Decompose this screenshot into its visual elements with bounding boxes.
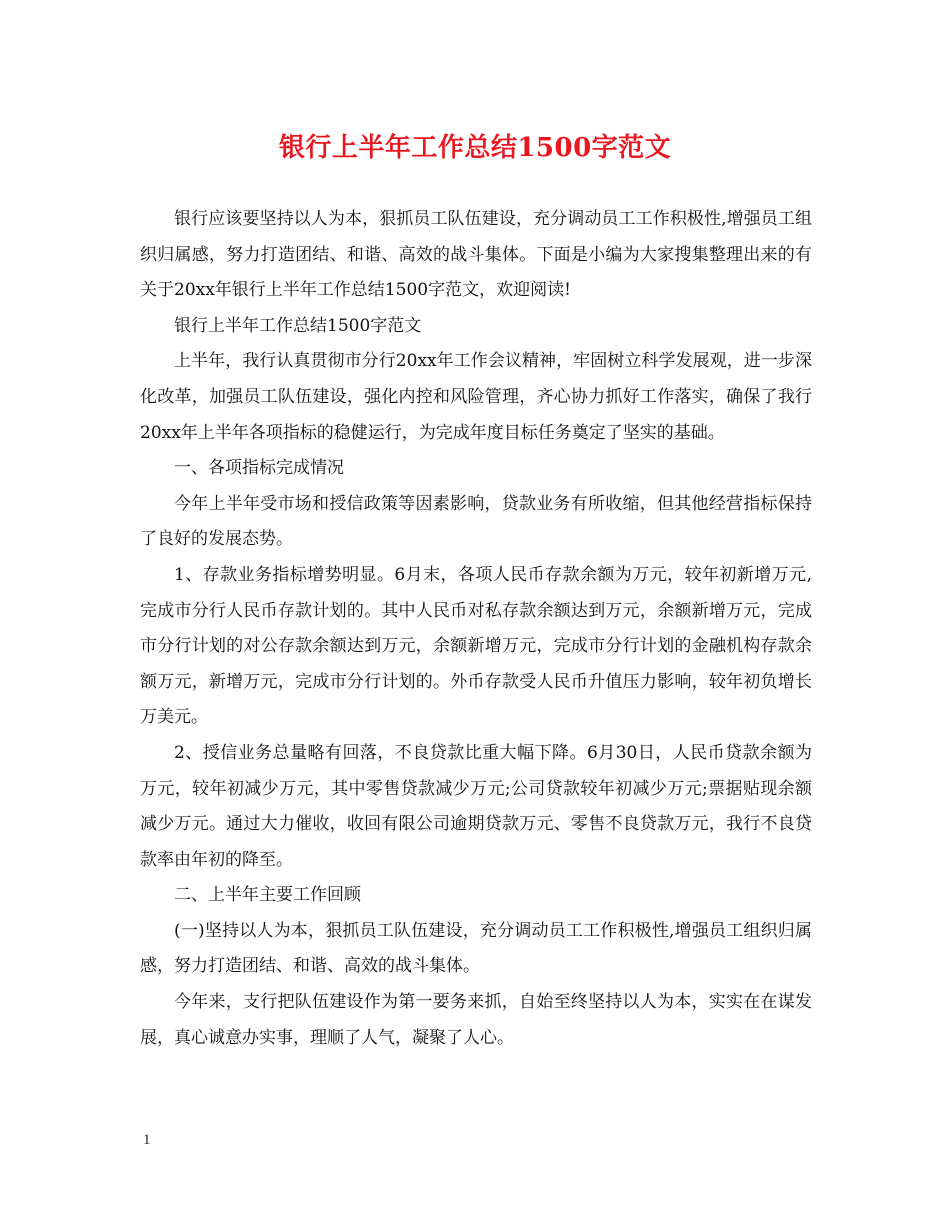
paragraph-credit: 2、授信业务总量略有回落，不良贷款比重大幅下降。6月30日，人民币贷款余额为万元，较年初减少万元，其中零售贷款减少万元;公司贷款较年初减少万元;票据贴现余额减少万元。通过大力催收，收回有限公司逾期贷款万元、零售不良贷款万元，我行不良贷款率由年初的降至。 — [140, 742, 812, 870]
paragraph-review-item-1: (一)坚持以人为本，狠抓员工队伍建设，充分调动员工工作积极性,增强员工组织归属感，努力打造团结、和谐、高效的战斗集体。 — [140, 920, 812, 977]
document-title: 银行上半年工作总结1500字范文 — [278, 133, 672, 163]
paragraph-subtitle: 银行上半年工作总结1500字范文 — [174, 315, 422, 336]
page-number: 1 — [143, 1132, 151, 1148]
section-heading-indicators: 一、各项指标完成情况 — [174, 458, 344, 479]
paragraph-team-building: 今年来，支行把队伍建设作为第一要务来抓，自始至终坚持以人为本，实实在在谋发展，真心诚意办实事，理顺了人气，凝聚了人心。 — [140, 992, 812, 1048]
section-heading-review: 二、上半年主要工作回顾 — [174, 885, 361, 906]
paragraph-overview: 上半年，我行认真贯彻市分行20xx年工作会议精神，牢固树立科学发展观，进一步深化改革，加强员工队伍建设，强化内控和风险管理，齐心协力抓好工作落实，确保了我行20xx年上半年各项指标的稳健运行，为完成年度目标任务奠定了坚实的基础。 — [140, 351, 812, 443]
paragraph-indicators-summary: 今年上半年受市场和授信政策等因素影响，贷款业务有所收缩，但其他经营指标保持了良好的发展态势。 — [140, 493, 812, 550]
document-body — [140, 202, 812, 1056]
paragraph-deposits: 1、存款业务指标增势明显。6月末，各项人民币存款余额为万元，较年初新增万元,完成市分行人民币存款计划的。其中人民币对私存款余额达到万元，余额新增万元，完成市分行计划的对公存款余额达到万元，余额新增万元，完成市分行计划的金融机构存款余额万元，新增万元，完成市分行计划的。外币存款受人民币升值压力影响，较年初负增长万美元。 — [140, 564, 812, 728]
paragraph-intro: 银行应该要坚持以人为本，狠抓员工队伍建设，充分调动员工工作积极性,增强员工组织归属感，努力打造团结、和谐、高效的战斗集体。下面是小编为大家搜集整理出来的有关于20xx年银行上半年工作总结1500字范文，欢迎阅读! — [140, 209, 812, 301]
